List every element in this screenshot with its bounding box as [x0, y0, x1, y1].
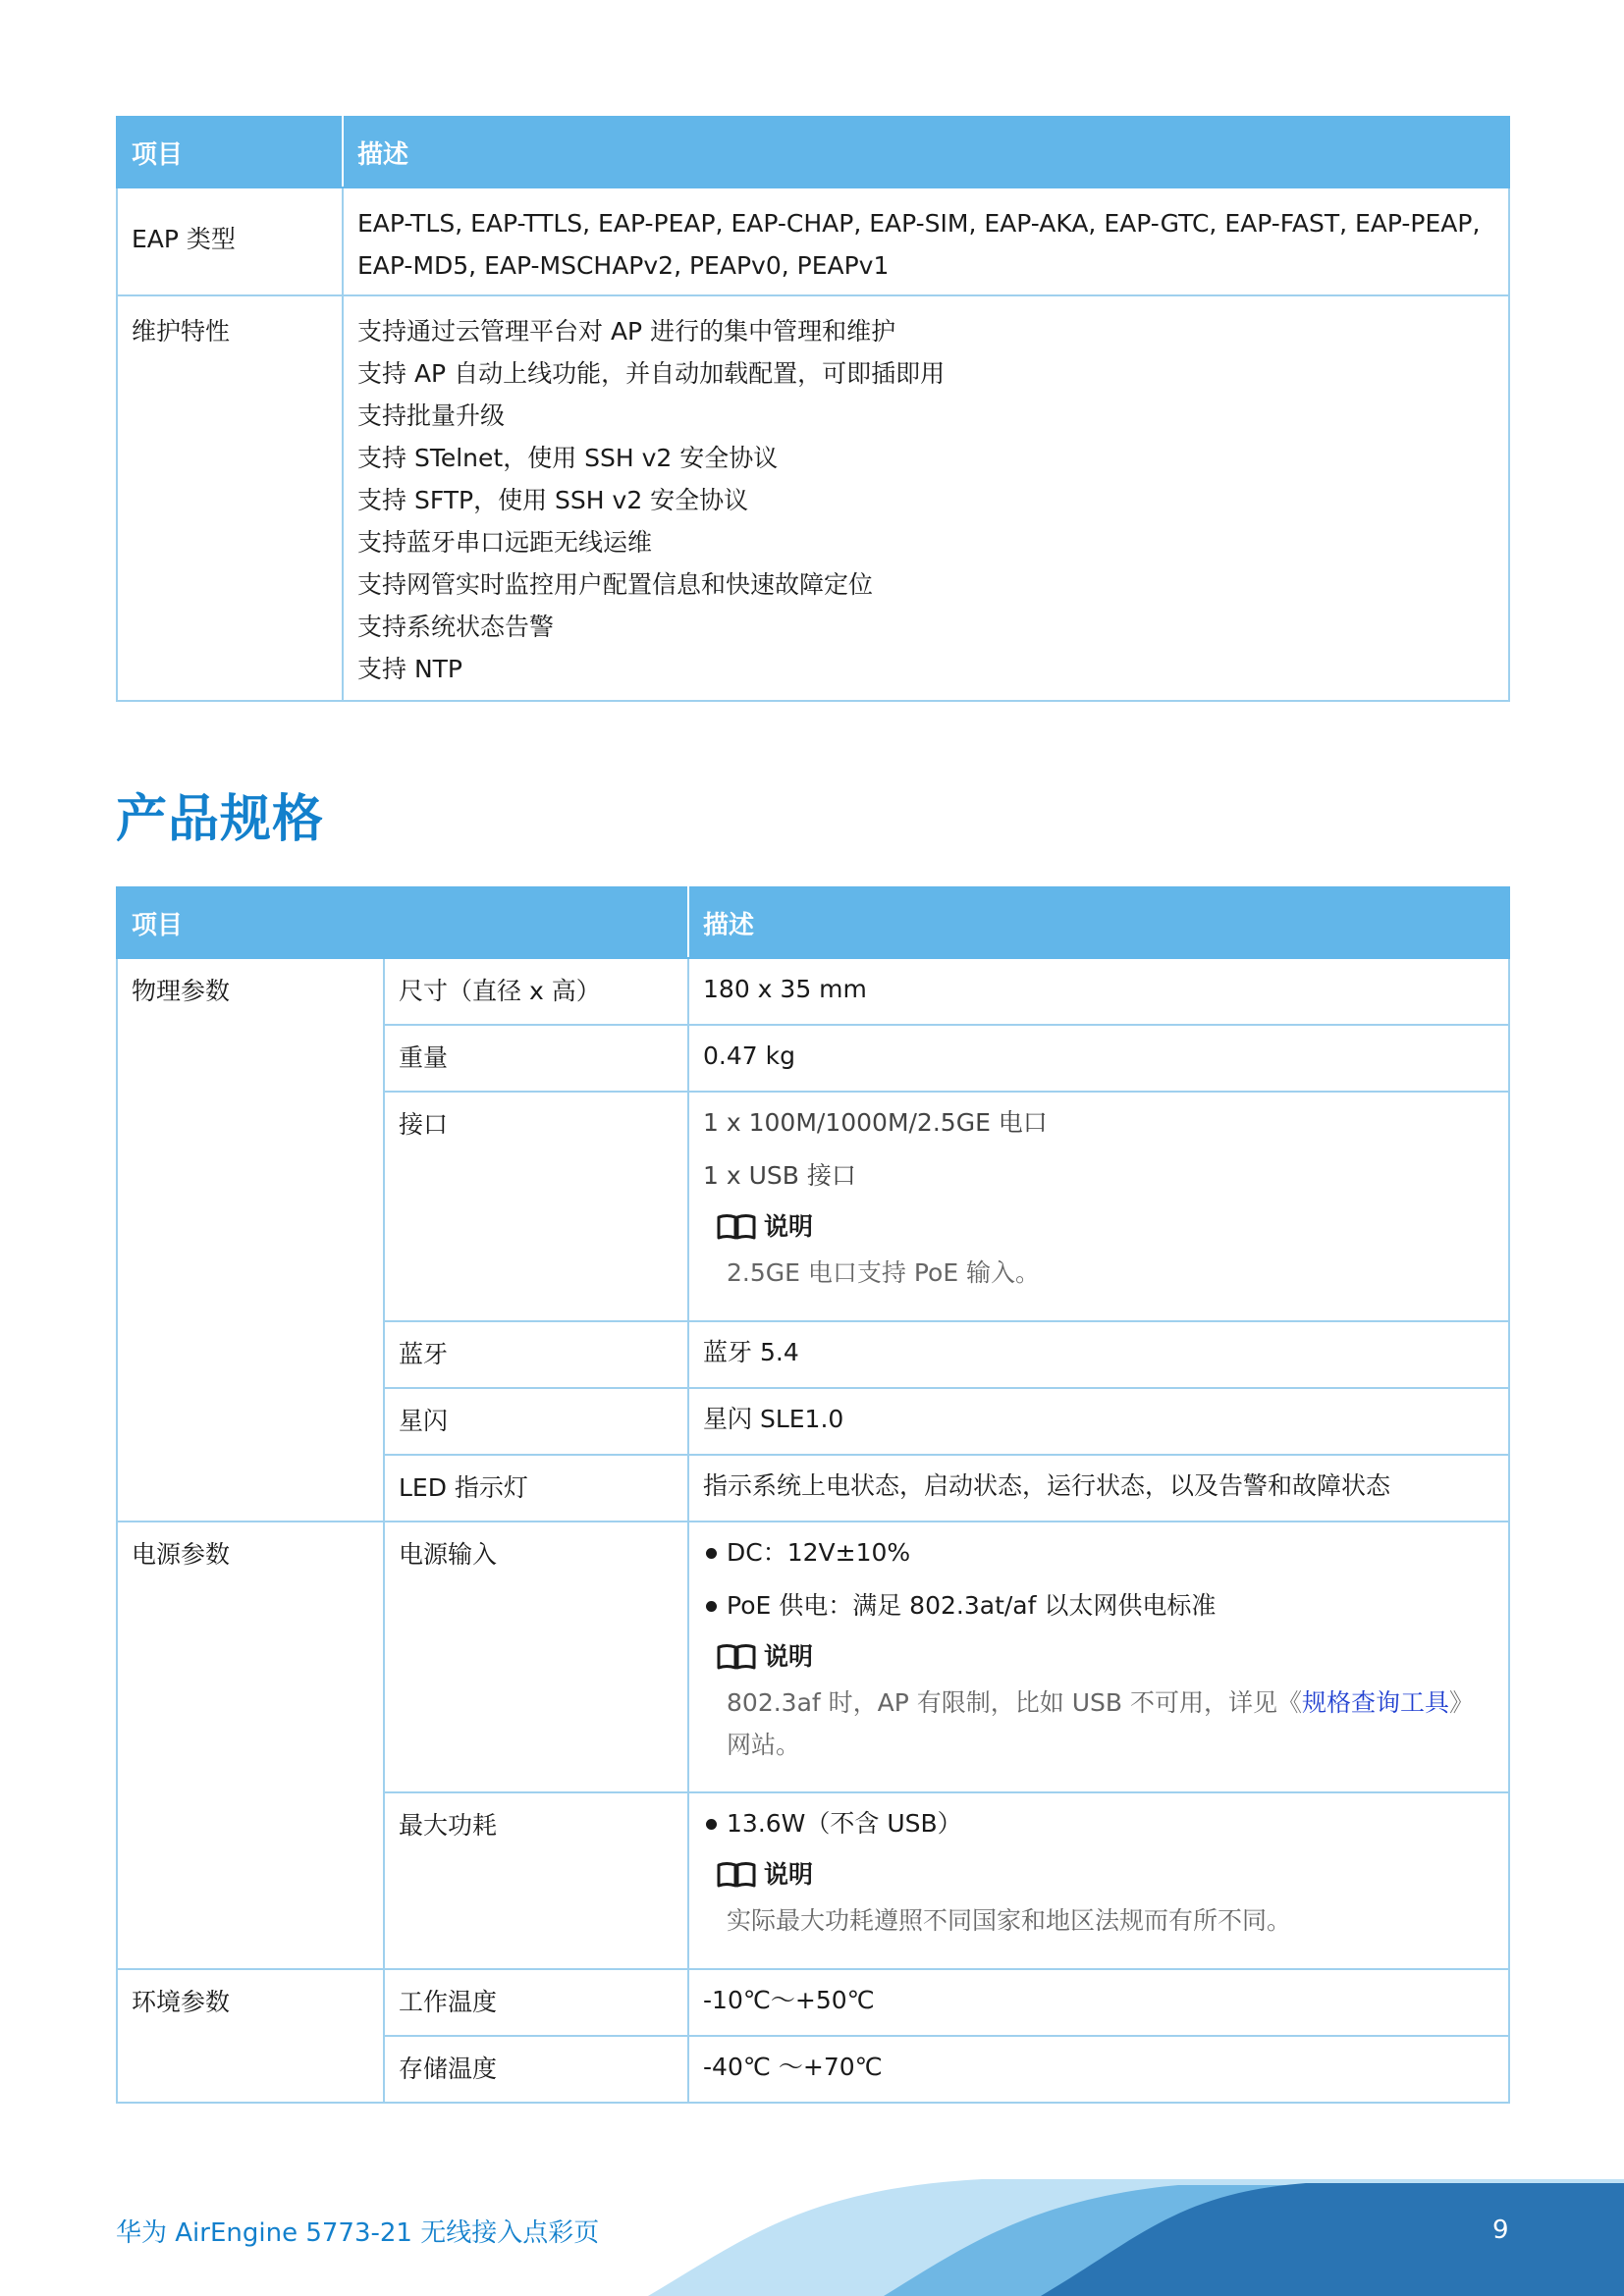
- row-item: 维护特性: [117, 295, 343, 701]
- table-row: [117, 1522, 1509, 1792]
- item-power-input: 电源输入: [384, 1522, 688, 1792]
- category-power: 电源参数: [117, 1522, 384, 1969]
- item-bluetooth: 蓝牙: [384, 1321, 688, 1388]
- category-physical: 物理参数: [117, 958, 384, 1522]
- list-item: 支持 AP 自动上线功能，并自动加载配置，可即插即用: [357, 359, 946, 388]
- list-item: 支持 STelnet，使用 SSH v2 安全协议: [357, 444, 779, 472]
- value-storage-temp: -40℃ ～+70℃: [688, 2036, 1509, 2103]
- item-max-power: 最大功耗: [384, 1792, 688, 1969]
- item-op-temp: 工作温度: [384, 1969, 688, 2036]
- note-text: 2.5GE 电口支持 PoE 输入。: [727, 1258, 1041, 1287]
- value-op-temp: -10℃～+50℃: [688, 1969, 1509, 2036]
- item-storage-temp: 存储温度: [384, 2036, 688, 2103]
- list-item: 支持通过云管理平台对 AP 进行的集中管理和维护: [357, 317, 896, 346]
- item-weight: 重量: [384, 1025, 688, 1092]
- note-text: [727, 1682, 1494, 1766]
- spec-table: [116, 886, 1510, 2104]
- list-item: 支持批量升级: [357, 401, 506, 430]
- table-row: [117, 1969, 1509, 2036]
- header-description: 描述: [343, 117, 1509, 187]
- list-item: 支持蓝牙串口远距无线运维: [357, 528, 653, 557]
- value-size: 180 x 35 mm: [688, 958, 1509, 1025]
- note-title: 说明: [764, 1860, 814, 1889]
- value-max-power: [688, 1792, 1509, 1969]
- note-text-pre: 802.3af 时，AP 有限制，比如 USB 不可用，详见《: [727, 1688, 1302, 1717]
- header-item: 项目: [117, 117, 343, 187]
- book-icon: [717, 1861, 756, 1889]
- item-nearlink: 星闪: [384, 1388, 688, 1455]
- list-item: PoE 供电：满足 802.3at/af 以太网供电标准: [703, 1585, 1494, 1627]
- note-heading: [717, 1206, 1494, 1248]
- page-number: 9: [1492, 2216, 1509, 2245]
- header-item: 项目: [117, 887, 688, 958]
- note-heading: [717, 1854, 1494, 1896]
- footer-doc-title: 华为 AirEngine 5773-21 无线接入点彩页: [116, 2218, 600, 2248]
- table-row: [117, 187, 1509, 295]
- row-description: [343, 295, 1509, 701]
- note-text-post: 》网站。: [727, 1688, 1475, 1759]
- port-ethernet: 1 x 100M/1000M/2.5GE 电口: [703, 1108, 1048, 1137]
- book-icon: [717, 1213, 756, 1241]
- item-size: 尺寸（直径 x 高）: [384, 958, 688, 1025]
- book-icon: [717, 1643, 756, 1671]
- list-item: 支持网管实时监控用户配置信息和快速故障定位: [357, 570, 874, 599]
- note-title: 说明: [764, 1642, 814, 1671]
- spec-tool-link[interactable]: 规格查询工具: [1302, 1688, 1450, 1717]
- feature-table: [116, 116, 1510, 702]
- note-heading: [717, 1636, 1494, 1678]
- value-ports: [688, 1092, 1509, 1321]
- row-description: [343, 187, 1509, 295]
- value-nearlink: 星闪 SLE1.0: [688, 1388, 1509, 1455]
- table-row: [117, 295, 1509, 701]
- header-description: 描述: [688, 887, 1509, 958]
- value-bluetooth: 蓝牙 5.4: [688, 1321, 1509, 1388]
- item-ports: 接口: [384, 1092, 688, 1321]
- list-item: 支持 NTP: [357, 655, 462, 683]
- table-row: [117, 958, 1509, 1025]
- row-item: EAP 类型: [117, 187, 343, 295]
- section-title: 产品规格: [116, 790, 325, 849]
- list-item: 支持 SFTP，使用 SSH v2 安全协议: [357, 486, 749, 514]
- value-led: 指示系统上电状态，启动状态，运行状态，以及告警和故障状态: [688, 1455, 1509, 1522]
- value-power-input: [688, 1522, 1509, 1792]
- note-title: 说明: [764, 1212, 814, 1241]
- list-item: DC：12V±10%: [703, 1532, 1494, 1574]
- list-item: 支持系统状态告警: [357, 613, 555, 641]
- value-weight: 0.47 kg: [688, 1025, 1509, 1092]
- note-text: 实际最大功耗遵照不同国家和地区法规而有所不同。: [727, 1906, 1292, 1935]
- eap-types: EAP-TLS, EAP-TTLS, EAP-PEAP, EAP-CHAP, EAP-SIM, EAP-AKA, EAP-GTC, EAP-FAST, EAP-PEAP, EAP-MD5, EAP-MSCHAPv2, PEAPv0, PEAPv1: [357, 209, 1481, 280]
- category-environment: 环境参数: [117, 1969, 384, 2103]
- item-led: LED 指示灯: [384, 1455, 688, 1522]
- port-usb: 1 x USB 接口: [703, 1161, 856, 1190]
- list-item: 13.6W（不含 USB）: [703, 1803, 1494, 1844]
